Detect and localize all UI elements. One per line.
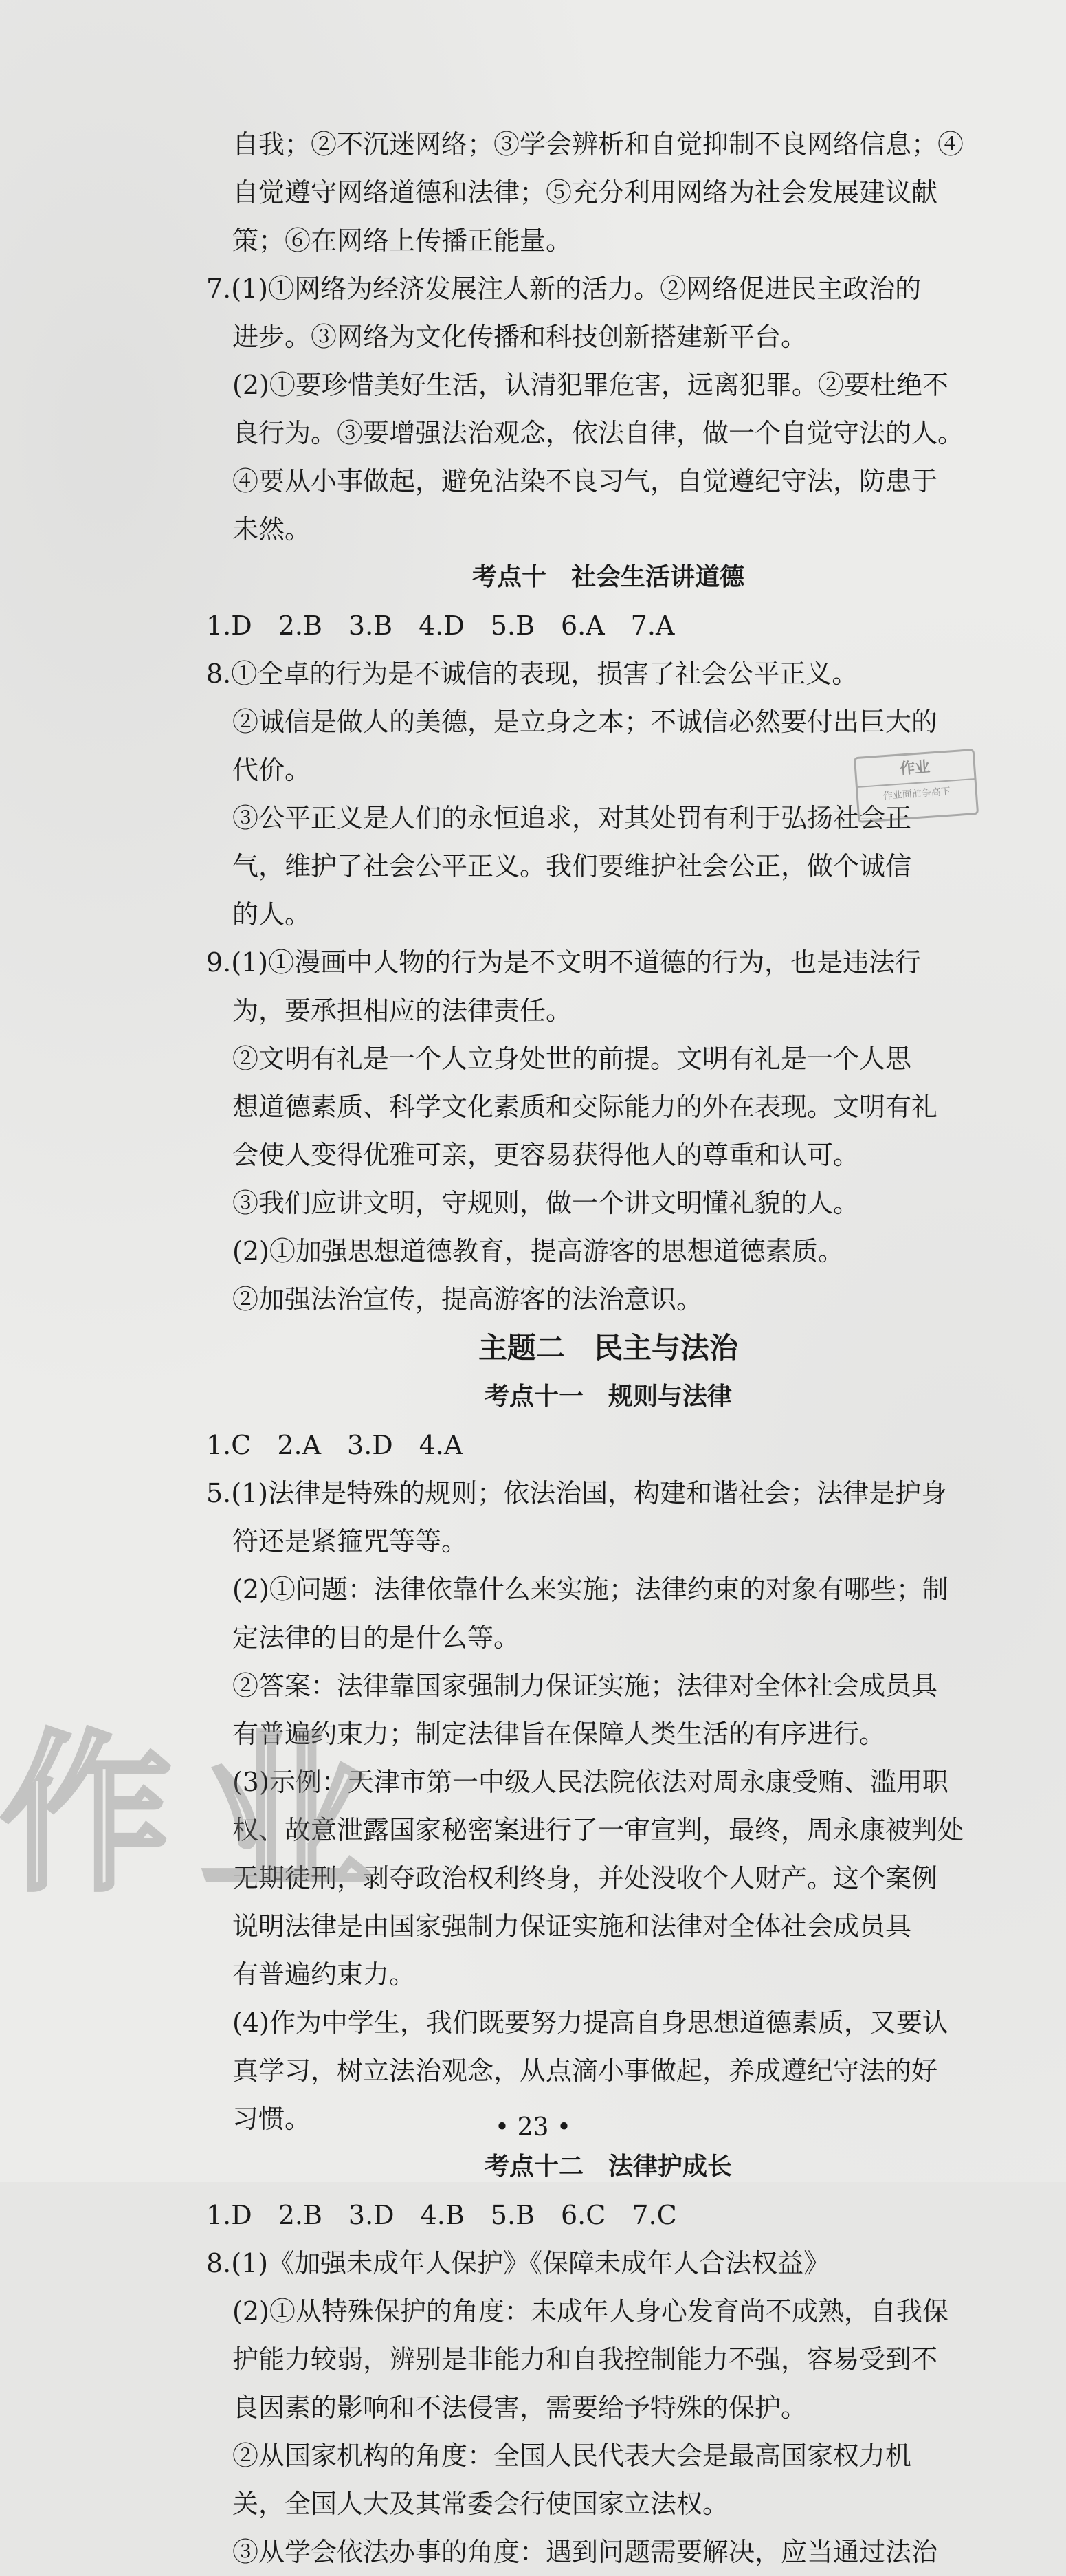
question-9-line: 9.(1)①漫画中人物的行为是不文明不道德的行为，也是违法行 [206, 947, 922, 978]
text-line: 护能力较弱，辨别是非能力和自我控制能力不强，容易受到不 [232, 2344, 938, 2375]
text-line: 良行为。③要增强法治观念，依法自律，做一个自觉守法的人。 [232, 418, 964, 448]
homework-stamp [854, 749, 979, 823]
stamp-title: 作业 [899, 758, 931, 778]
choice-answers-line: 1.D 2.B 3.D 4.B 5.B 6.C 7.C [206, 2200, 677, 2230]
text-line: 关，全国人大及其常委会行使国家立法权。 [232, 2489, 729, 2519]
text-line: 会使人变得优雅可亲，更容易获得他人的尊重和认可。 [232, 1140, 860, 1170]
text-line: 定法律的目的是什么等。 [232, 1622, 520, 1653]
section-heading-kaodian-10: 考点十 社会生活讲道德 [471, 563, 744, 591]
text-line: 为，要承担相应的法律责任。 [232, 995, 573, 1026]
text-line: 代价。 [232, 755, 311, 785]
text-line: ③我们应讲文明，守规则，做一个讲文明懂礼貌的人。 [232, 1188, 860, 1218]
text-line: 的人。 [232, 899, 311, 929]
text-line: ③从学会依法办事的角度：遇到问题需要解决，应当通过法治 [232, 2537, 938, 2567]
watermark: 作业 [0, 1715, 399, 1915]
text-line: 有普遍约束力。 [232, 1959, 416, 1990]
text-line: 策；⑥在网络上传播正能量。 [232, 225, 573, 256]
text-line: (2)①问题：法律依靠什么来实施；法律约束的对象有哪些；制 [232, 1574, 948, 1605]
text-line: (2)①加强思想道德教育，提高游客的思想道德素质。 [232, 1236, 844, 1266]
text-line: 说明法律是由国家强制力保证实施和法律对全体社会成员具 [232, 1911, 912, 1941]
text-line: 习惯。 [232, 2104, 311, 2134]
theme-heading: 主题二 民主与法治 [478, 1331, 738, 1365]
stamp-subtitle: 作业面前争高下 [858, 778, 976, 808]
text-line: 想道德素质、科学文化素质和交际能力的外在表现。文明有礼 [232, 1092, 938, 1122]
question-5-line: 5.(1)法律是特殊的规则；依法治国，构建和谐社会；法律是护身 [206, 1478, 948, 1508]
question-8-line: 8.(1)《加强未成年人保护》《保障未成年人合法权益》 [206, 2248, 830, 2278]
text-line: ③公平正义是人们的永恒追求，对其处罚有利于弘扬社会正 [232, 803, 912, 833]
text-line: 有普遍约束力；制定法律旨在保障人类生活的有序进行。 [232, 1719, 886, 1749]
text-line: (3)示例：天津市第一中级人民法院依法对周永康受贿、滥用职 [232, 1767, 948, 1797]
text-line: 自我；②不沉迷网络；③学会辨析和自觉抑制不良网络信息；④ [232, 129, 964, 159]
text-line: ②从国家机构的角度：全国人民代表大会是最高国家权力机 [232, 2441, 912, 2471]
choice-answers-line: 1.D 2.B 3.B 4.D 5.B 6.A 7.A [206, 610, 675, 641]
text-line: (4)作为中学生，我们既要努力提高自身思想道德素质，又要认 [232, 2007, 948, 2038]
text-line: 自觉遵守网络道德和法律；⑤充分利用网络为社会发展建议献 [232, 177, 938, 208]
text-line: 良因素的影响和不法侵害，需要给予特殊的保护。 [232, 2392, 808, 2423]
text-line: ②答案：法律靠国家强制力保证实施；法律对全体社会成员具 [232, 1671, 938, 1701]
text-line: ②加强法治宣传，提高游客的法治意识。 [232, 1284, 703, 1314]
question-8-line: 8.①仝卓的行为是不诚信的表现，损害了社会公平正义。 [206, 659, 858, 689]
page-number: • 23 • [494, 2113, 572, 2142]
question-7-line: 7.(1)①网络为经济发展注人新的活力。②网络促进民主政治的 [206, 274, 922, 304]
text-line: 真学习，树立法治观念，从点滴小事做起，养成遵纪守法的好 [232, 2056, 938, 2086]
text-line: 符还是紧箍咒等等。 [232, 1526, 468, 1556]
section-heading-kaodian-11: 考点十一 规则与法律 [484, 1383, 732, 1411]
text-line: 无期徒刑，剥夺政治权利终身，并处没收个人财产。这个案例 [232, 1863, 938, 1893]
text-line: ④要从小事做起，避免沾染不良习气，自觉遵纪守法，防患于 [232, 466, 938, 496]
answer-text-block [206, 120, 1010, 2576]
choice-answers-line: 1.C 2.A 3.D 4.A [206, 1430, 463, 1460]
text-line: ②诚信是做人的美德，是立身之本；不诚信必然要付出巨大的 [232, 707, 938, 737]
text-line: (2)①要珍惜美好生活，认清犯罪危害，远离犯罪。②要杜绝不 [232, 370, 948, 400]
section-heading-kaodian-12: 考点十二 法律护成长 [484, 2153, 732, 2181]
text-line: 权、故意泄露国家秘密案进行了一审宣判，最终，周永康被判处 [232, 1815, 964, 1845]
text-line: (2)①从特殊保护的角度：未成年人身心发育尚不成熟，自我保 [232, 2296, 948, 2326]
text-line: ②文明有礼是一个人立身处世的前提。文明有礼是一个人思 [232, 1044, 912, 1074]
text-line: 进步。③网络为文化传播和科技创新搭建新平台。 [232, 322, 808, 352]
text-line: 气，维护了社会公平正义。我们要维护社会公正，做个诚信 [232, 851, 912, 881]
text-line: 未然。 [232, 514, 311, 544]
